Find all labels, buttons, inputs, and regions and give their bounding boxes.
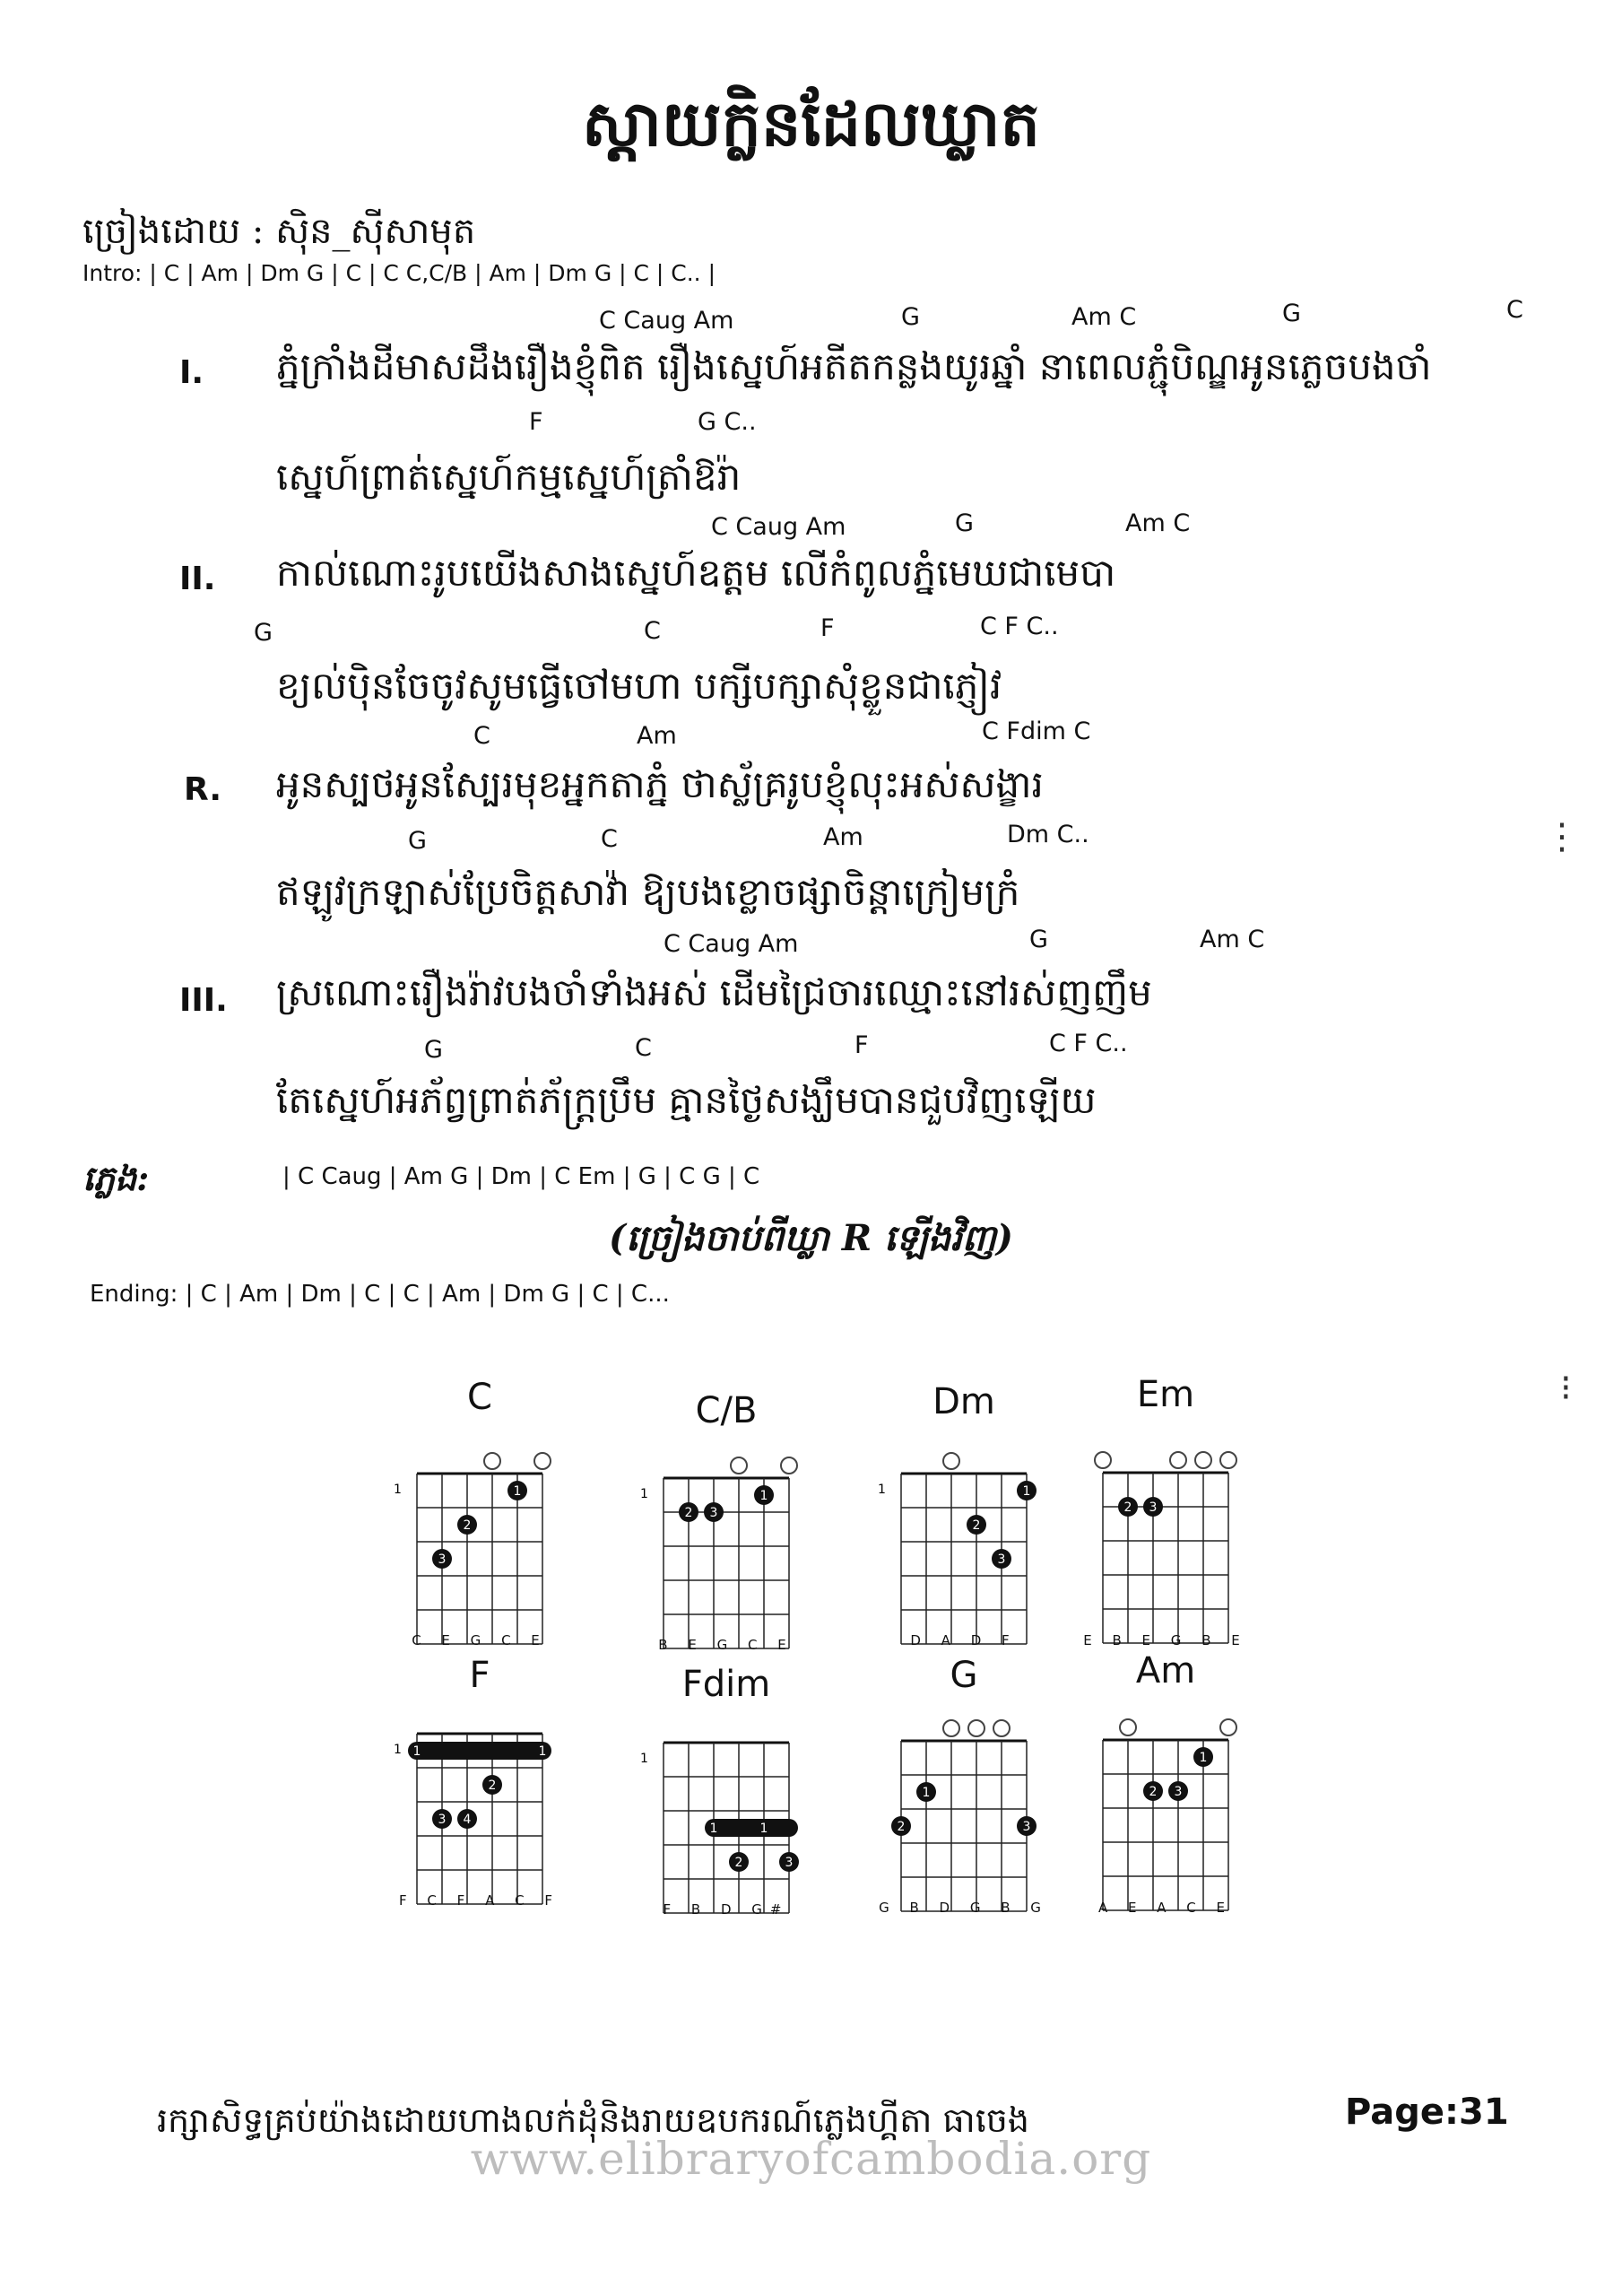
chord-notes: G B D G B G — [879, 1900, 1049, 1916]
footer-copyright: រក្សាសិទ្ធគ្រប់យ៉ាងដោយហាងលក់ដុំនិងរាយឧបករណ៍ភ្លេងហ្គីតា ធាចេង — [157, 2100, 1030, 2140]
lyric-line: កាល់ណោះរូបយើងសាងស្នេហ៍ឧត្តម លើកំពូលភ្នំមេឃជាមេបា — [276, 551, 1116, 595]
svg-text:3: 3 — [997, 1552, 1006, 1567]
chord-diagram-name: G — [950, 1655, 978, 1696]
svg-text:3: 3 — [438, 1813, 447, 1827]
svg-text:1: 1 — [759, 1489, 768, 1503]
chord-label: Am C — [1200, 926, 1265, 953]
chord-notes: C E G C E — [412, 1632, 548, 1648]
chord-diagram-fdim — [637, 1664, 816, 1933]
svg-text:2: 2 — [684, 1506, 693, 1520]
svg-text:3: 3 — [438, 1552, 447, 1567]
lyric-line: ស្រណោះរឿងរ៉ាវបងចាំទាំងអស់ ដើមជ្រៃចារឈ្មោះនៅរស់ញញឹម — [276, 970, 1152, 1014]
chord-diagram-name: Dm — [932, 1381, 995, 1422]
svg-text:1: 1 — [709, 1822, 718, 1836]
lyric-line: អូនស្បថអូនស្បែរមុខអ្នកតាភ្នំ ថាស្ល័គ្ររូបខ្ញុំលុះអស់សង្ខារ — [276, 762, 1044, 806]
svg-text:2: 2 — [1149, 1785, 1158, 1799]
chord-label: Am — [823, 823, 863, 851]
chord-label: G — [1029, 926, 1048, 953]
chord-label: F — [529, 408, 543, 436]
watermark-url: www.elibraryofcambodia.org — [470, 2133, 1152, 2185]
chord-label: C Caug Am — [664, 930, 799, 958]
svg-text:1: 1 — [1022, 1484, 1031, 1499]
repeat-note: (ច្រៀងចាប់ពីឃ្លា R ឡើងវិញ) — [609, 1217, 1013, 1259]
chord-diagram-name: F — [469, 1655, 490, 1696]
chord-label: C Caug Am — [711, 513, 846, 541]
chord-label: C — [601, 825, 618, 853]
svg-text:1: 1 — [538, 1744, 547, 1759]
lyric-line: ស្នេហ៍ព្រាត់ស្នេហ៍កម្មស្នេហ៍ត្រាំឱរ៉ា — [276, 455, 742, 499]
svg-text:2: 2 — [972, 1518, 981, 1533]
chord-label: C F C.. — [1049, 1030, 1128, 1057]
svg-text:3: 3 — [1149, 1500, 1158, 1515]
chord-label: C Caug Am — [599, 307, 734, 335]
chord-diagram-em — [1076, 1374, 1255, 1648]
chord-label: G C.. — [698, 408, 757, 436]
svg-text:2: 2 — [488, 1779, 497, 1793]
svg-text:2: 2 — [734, 1856, 743, 1870]
chord-diagram-name: C/B — [695, 1390, 758, 1431]
chord-diagram-c — [390, 1377, 569, 1646]
singer-line: ច្រៀងដោយ : ស៊ិន_ស៊ីសាមុត — [82, 211, 476, 252]
chord-label: F — [854, 1031, 869, 1059]
chord-label: C — [473, 722, 490, 750]
instrumental-label: ភ្លេង: — [82, 1158, 150, 1198]
svg-text:4: 4 — [463, 1813, 472, 1827]
section-label-r: R. — [184, 771, 222, 808]
chord-label: C F C.. — [980, 613, 1059, 640]
chord-diagram-name: Am — [1135, 1650, 1196, 1692]
chord-diagram-g — [874, 1655, 1054, 1924]
ending-line: Ending: | C | Am | Dm | C | C | Am | Dm G | C | C... — [90, 1281, 670, 1308]
section-label-2: II. — [179, 561, 216, 597]
chord-label: C Fdim C — [982, 718, 1091, 745]
margin-mark: ⁝ — [1560, 1368, 1572, 1409]
svg-text:3: 3 — [785, 1856, 794, 1870]
chord-label: Am C — [1125, 509, 1191, 537]
chord-label: C — [644, 617, 661, 645]
section-label-3: III. — [179, 982, 228, 1019]
fret-number: 1 — [640, 1487, 648, 1501]
svg-text:1: 1 — [759, 1822, 768, 1836]
chord-diagram-am — [1076, 1650, 1255, 1919]
song-title: ស្តាយក្លិនដែលឃ្លាត — [582, 86, 1040, 161]
chord-label: G — [254, 619, 273, 647]
svg-text:3: 3 — [1174, 1785, 1183, 1799]
fret-number: 1 — [878, 1483, 886, 1497]
chord-label: C — [635, 1034, 652, 1062]
chord-notes: F B D G# — [663, 1901, 790, 1918]
chord-diagram-dm — [874, 1381, 1054, 1650]
chord-label: G — [955, 509, 974, 537]
chord-label: F — [820, 614, 835, 642]
fret-number: 1 — [394, 1483, 402, 1497]
lyric-line: ភ្នំក្រាំងដីមាសដឹងរឿងខ្ញុំពិត រឿងស្នេហ៍អតីតកន្លងយូរឆ្នាំ នាពេលភ្ជុំបិណ្ឌអូនភ្លេចបងចាំ — [276, 344, 1432, 388]
svg-text:1: 1 — [412, 1744, 421, 1759]
instrumental-chords: | C Caug | Am G | Dm | C Em | G | C G | C — [282, 1163, 760, 1190]
chord-diagram-name: Fdim — [681, 1664, 771, 1705]
svg-text:3: 3 — [1022, 1820, 1031, 1834]
section-label-1: I. — [179, 354, 204, 391]
svg-text:3: 3 — [709, 1506, 718, 1520]
chord-label: G — [901, 303, 920, 331]
chord-label: Dm C.. — [1007, 821, 1089, 848]
page-number: Page:31 — [1345, 2092, 1509, 2133]
chord-diagram-name: C — [467, 1377, 492, 1418]
chord-diagram-name: Em — [1136, 1374, 1195, 1415]
chord-diagram-f — [390, 1655, 569, 1924]
chord-notes: F C F A C F — [399, 1892, 560, 1909]
fret-number: 1 — [640, 1752, 648, 1766]
svg-text:1: 1 — [922, 1786, 931, 1800]
intro-line: Intro: | C | Am | Dm G | C | C C,C/B | Am | Dm G | C | C.. | — [82, 260, 716, 286]
chord-diagram-c-b — [637, 1390, 816, 1659]
chord-label: G — [408, 827, 427, 855]
fret-number: 1 — [394, 1743, 402, 1757]
chord-notes: B E G C E — [658, 1637, 794, 1653]
svg-text:1: 1 — [1199, 1751, 1208, 1765]
svg-text:2: 2 — [1123, 1500, 1132, 1515]
lyric-line: ខ្យល់ប៉ិនចែចូវសូមធ្វើចៅមហា បក្សីបក្សាសុំខ្លួនជាភ្ញៀវ — [276, 664, 1002, 708]
chord-notes: A E A C E — [1097, 1900, 1234, 1916]
chord-label: G — [424, 1036, 443, 1064]
chord-label: C — [1506, 296, 1523, 324]
lyric-line: ឥឡូវក្រឡាស់ប្រែចិត្តសាវ៉ា ឱ្យបងខ្លោចផ្សាចិន្តាក្រៀមក្រំ — [276, 870, 1020, 914]
margin-mark: ⋮ — [1544, 816, 1580, 857]
svg-text:2: 2 — [463, 1518, 472, 1533]
svg-text:2: 2 — [897, 1820, 906, 1834]
chord-notes: D A D F — [910, 1632, 1018, 1648]
svg-text:1: 1 — [513, 1484, 522, 1499]
chord-label: Am — [637, 722, 677, 750]
chord-label: G — [1282, 300, 1301, 327]
chord-notes: E B E G B E — [1083, 1632, 1248, 1648]
lyric-line: តែស្នេហ៍អភ័ព្វព្រាត់ភ័ក្ត្រប្រឹម គ្មានថ្ងៃសង្ឃឹមបានជួបវិញឡើយ — [276, 1078, 1097, 1122]
chord-label: Am C — [1071, 303, 1137, 331]
